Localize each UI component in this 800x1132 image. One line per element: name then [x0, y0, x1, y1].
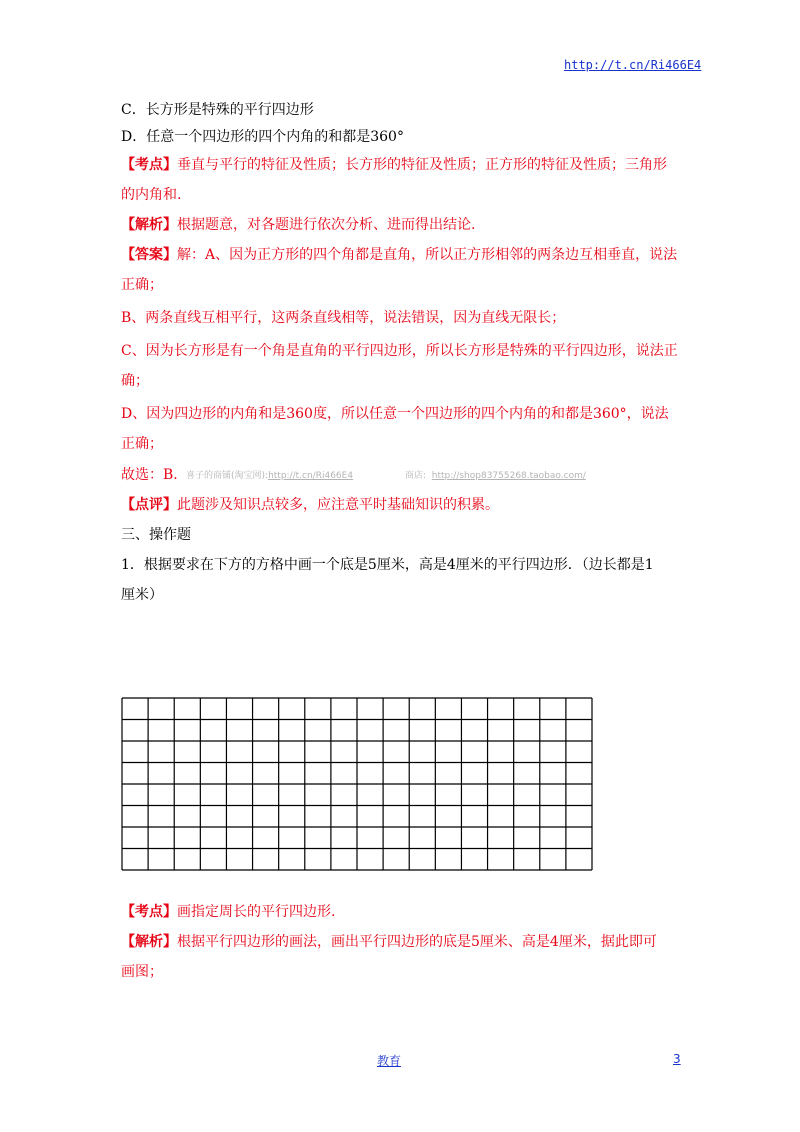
option-c: C．长方形是特殊的平行四边形: [121, 102, 314, 118]
q2-kaodian-line: [121, 903, 335, 921]
kaodian-text: 垂直与平行的特征及性质；长方形的特征及性质；正方形的特征及性质；三角形: [177, 157, 667, 173]
kaodian-line-2: 的内角和.: [121, 187, 182, 203]
jiexi-text: 根据题意，对各题进行依次分析、进而得出结论.: [177, 217, 476, 233]
daan-line-2: 正确；: [121, 277, 163, 293]
q2-jiexi-tag: 【解析】: [121, 934, 177, 950]
drawing-grid[interactable]: [121, 697, 593, 871]
page-number[interactable]: 3: [673, 1052, 681, 1066]
footer-center-link[interactable]: 教育: [377, 1054, 402, 1068]
watermark-right: [405, 468, 586, 481]
answer-b-line: B、两条直线互相平行，这两条直线相等，说法错误，因为直线无限长；: [121, 310, 566, 326]
header-url-link[interactable]: http://t.cn/Ri466E4: [564, 58, 702, 72]
option-d: D．任意一个四边形的四个内角的和都是360°: [121, 129, 404, 145]
answer-c-line-1: C、因为长方形是有一个角是直角的平行四边形，所以长方形是特殊的平行四边形，说法正: [121, 343, 678, 359]
kaodian-line-1: [121, 156, 667, 174]
daan-text: 解：A、因为正方形的四个角都是直角，所以正方形相邻的两条边互相垂直，说法: [177, 247, 678, 263]
jiexi-tag: 【解析】: [121, 217, 177, 233]
daan-line-1: [121, 246, 677, 264]
watermark-right-link: http://shop83755268.taobao.com/: [431, 471, 586, 481]
watermark-right-label: 商店:: [405, 471, 427, 481]
q2-jiexi-line-2: 画图；: [121, 964, 163, 980]
daan-tag: 【答案】: [121, 247, 177, 263]
q2-kaodian-text: 画指定周长的平行四边形.: [177, 904, 336, 920]
watermark-left: [186, 468, 353, 481]
dianping-text: 此题涉及知识点较多，应注意平时基础知识的积累。: [177, 497, 499, 513]
dianping-line: [121, 496, 499, 514]
choose-line: 故选：B．: [121, 467, 188, 483]
section-heading: 三、操作题: [121, 527, 191, 543]
answer-d-line-1: D、因为四边形的内角和是360度，所以任意一个四边形的四个内角的和都是360°，说法: [121, 406, 669, 422]
question-line-2: 厘米）: [121, 587, 163, 603]
question-line-1: 1．根据要求在下方的方格中画一个底是5厘米，高是4厘米的平行四边形．（边长都是1: [121, 557, 654, 573]
q2-jiexi-text: 根据平行四边形的画法，画出平行四边形的底是5厘米、高是4厘米，据此即可: [177, 934, 657, 950]
watermark-left-label: 喜子的商铺(淘宝网):: [186, 471, 269, 481]
kaodian-tag: 【考点】: [121, 157, 177, 173]
dianping-tag: 【点评】: [121, 497, 177, 513]
answer-c-line-2: 确；: [121, 373, 149, 389]
q2-jiexi-line: [121, 933, 657, 951]
answer-d-line-2: 正确；: [121, 436, 163, 452]
jiexi-line: [121, 216, 475, 234]
watermark-left-link: http://t.cn/Ri466E4: [268, 471, 354, 481]
q2-kaodian-tag: 【考点】: [121, 904, 177, 920]
